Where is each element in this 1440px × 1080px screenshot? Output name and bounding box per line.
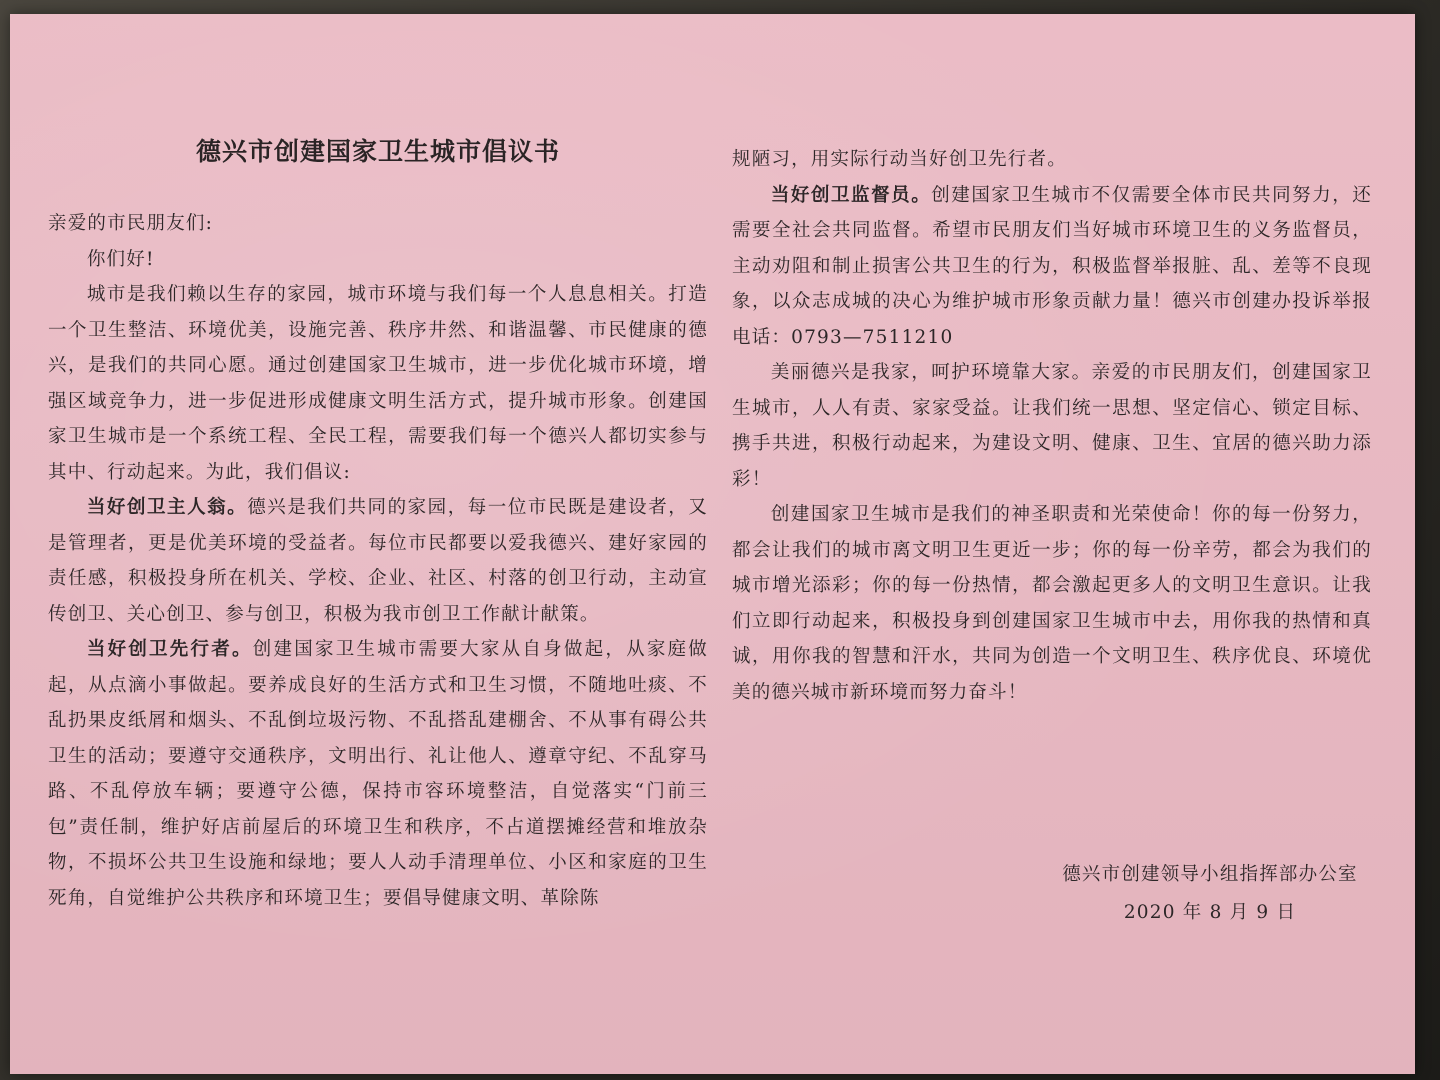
initiative-heading-3: 当好创卫监督员。 xyxy=(770,184,932,206)
signature-organization: 德兴市创建领导小组指挥部办公室 xyxy=(1062,864,1358,885)
closing-paragraph-2: 创建国家卫生城市是我们的神圣职责和光荣使命！你的每一份努力，都会让我们的城市离文明卫生更近一步；你的每一份辛劳，都会为我们的城市增光添彩；你的每一份热情，都会激起更多人的文明卫生意识。让我们立即行动起来，积极投身到创建国家卫生城市中去，用你我的热情和真诚，用你我的智慧和汗水，共同为创造一个文明卫生、秩序优良、环境优美的德兴城市新环境而努力奋斗！ xyxy=(732,504,1372,703)
initiative-paragraph-2 xyxy=(48,632,708,916)
initiative-text-1: 德兴是我们共同的家园，每一位市民既是建设者，又是管理者，更是优美环境的受益者。每位市民都要以爱我德兴、建好家园的责任感，积极投身所在机关、学校、企业、社区、村落的创卫行动，主动宣传创卫、关心创卫、参与创卫，积极为我市创卫工作献计献策。 xyxy=(48,497,708,625)
greeting: 你们好! xyxy=(86,248,155,270)
initiative-heading-1: 当好创卫主人翁。 xyxy=(86,497,248,518)
initiative-text-2: 创建国家卫生城市需要大家从自身做起，从家庭做起，从点滴小事做起。要养成良好的生活方式和卫生习惯，不随地吐痰、不乱扔果皮纸屑和烟头、不乱倒垃圾污物、不乱搭乱建棚舍、不从事有碍公共卫生的活动；要遵守交通秩序，文明出行、礼让他人、遵章守纪、不乱穿马路、不乱停放车辆；要遵守公德，保持市容环境整洁，自觉落实“门前三包”责任制，维护好店前屋后的环境卫生和秩序，不占道摆摊经营和堆放杂物，不损坏公共卫生设施和绿地；要人人动手清理单位、小区和家庭的卫生死角，自觉维护公共秩序和环境卫生；要倡导健康文明、革除陈 xyxy=(48,639,708,909)
document-title: 德兴市创建国家卫生城市倡议书 xyxy=(195,137,560,166)
signature-block xyxy=(1050,856,1370,932)
right-column xyxy=(732,142,1372,710)
initiative-text-3: 创建国家卫生城市不仅需要全体市民共同努力，还需要全社会共同监督。希望市民朋友们当好城市环境卫生的义务监督员，主动劝阻和制止损害公共卫生的行为，积极监督举报脏、乱、差等不良现象，以众志成城的决心为维护城市形象贡献力量！德兴市创建办投诉举报电话：0793—7511210 xyxy=(732,184,1372,348)
left-column xyxy=(48,132,708,916)
signature-date: 2020 年 8 月 9 日 xyxy=(1123,902,1297,923)
pink-paper-sheet xyxy=(10,14,1415,1074)
initiative-heading-2: 当好创卫先行者。 xyxy=(86,639,253,660)
intro-paragraph: 城市是我们赖以生存的家园，城市环境与我们每一个人息息相关。打造一个卫生整洁、环境优美，设施完善、秩序井然、和谐温馨、市民健康的德兴，是我们的共同心愿。通过创建国家卫生城市，进一步优化城市环境，增强区域竞争力，进一步促进形成健康文明生活方式，提升城市形象。创建国家卫生城市是一个系统工程、全民工程，需要我们每一个德兴人都切实参与其中、行动起来。为此，我们倡议: xyxy=(48,284,708,483)
closing-paragraph-1: 美丽德兴是我家，呵护环境靠大家。亲爱的市民朋友们，创建国家卫生城市，人人有责、家家受益。让我们统一思想、坚定信心、锁定目标、携手共进，积极行动起来，为建设文明、健康、卫生、宜居的德兴助力添彩！ xyxy=(732,362,1372,490)
initiative-paragraph-1 xyxy=(48,490,708,632)
initiative-2-continuation: 规陋习，用实际行动当好创卫先行者。 xyxy=(732,149,1067,170)
salutation: 亲爱的市民朋友们: xyxy=(48,213,214,234)
initiative-paragraph-3 xyxy=(732,178,1372,356)
